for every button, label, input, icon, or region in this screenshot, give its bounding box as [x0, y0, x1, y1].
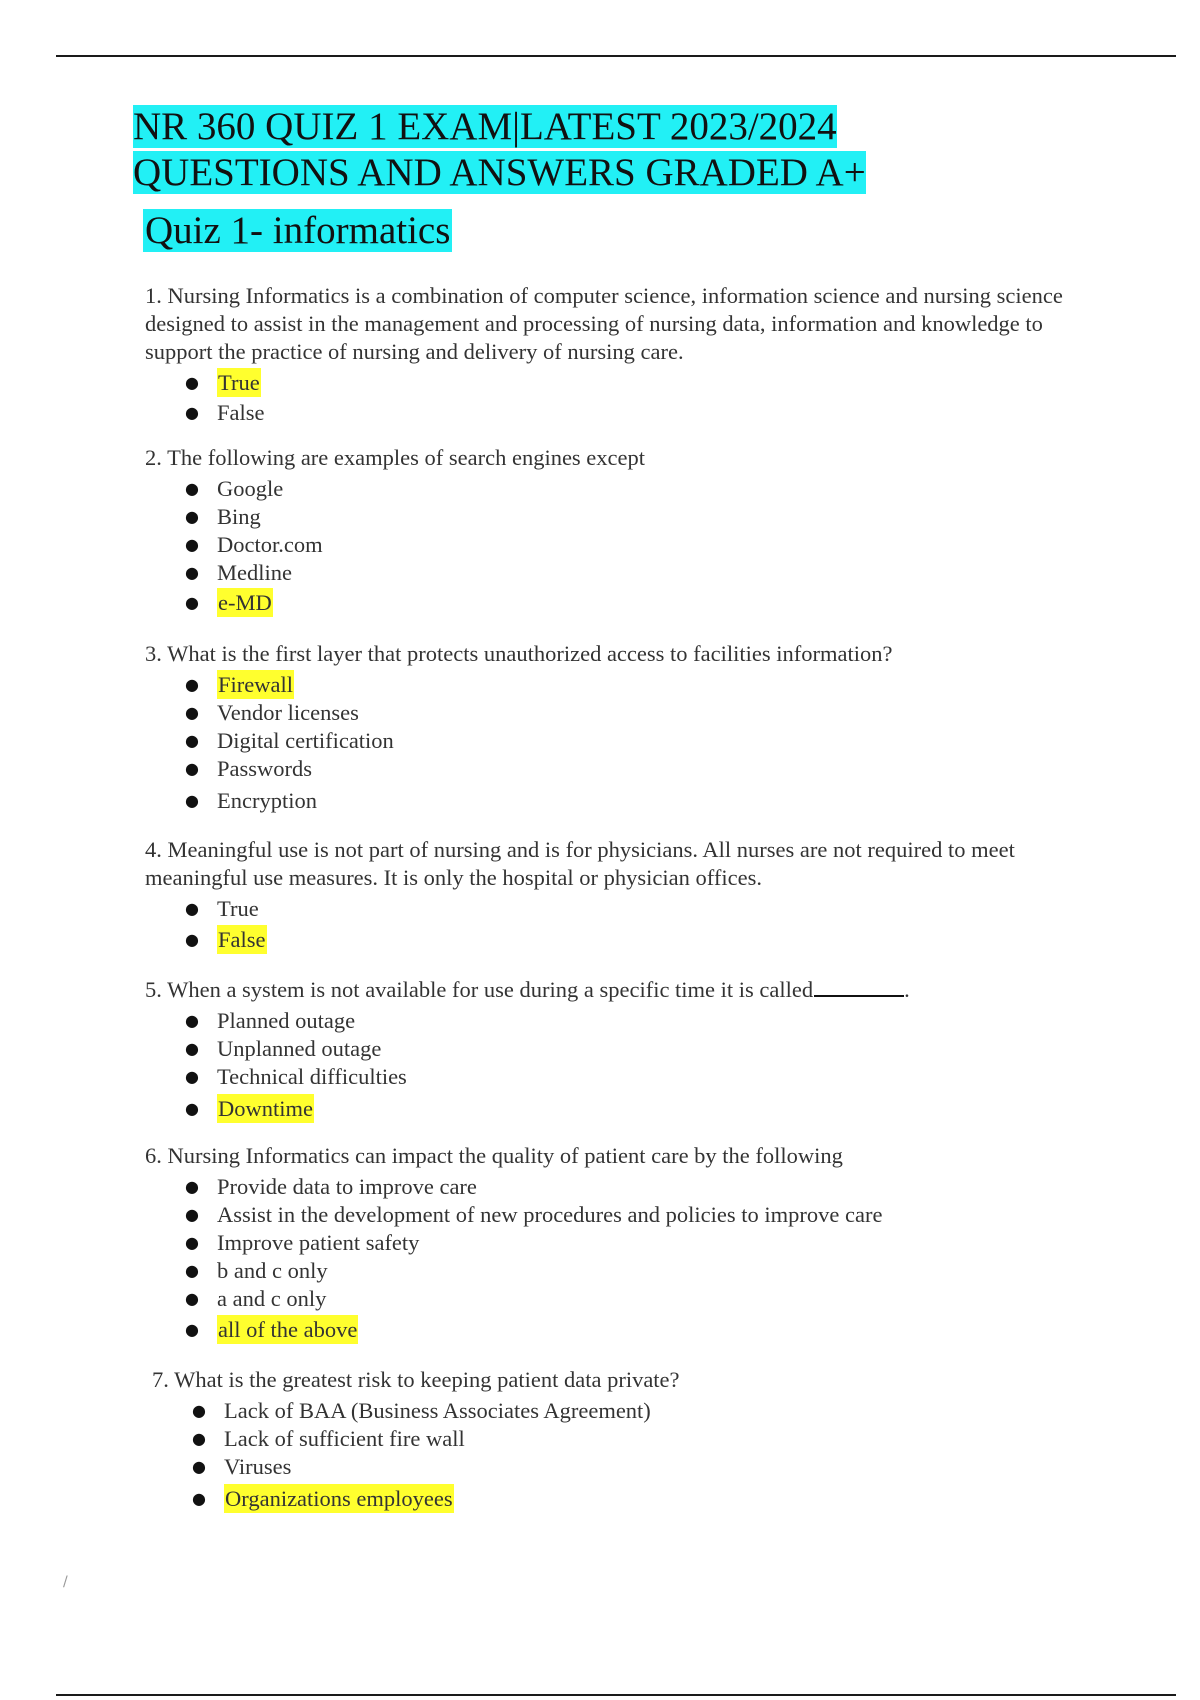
answer-option — [145, 1201, 1095, 1229]
question-text: 6. Nursing Informatics can impact the quality of patient care by the following — [145, 1143, 843, 1168]
question-6 — [145, 1142, 1095, 1344]
answer-option — [152, 1425, 1102, 1453]
bullet-icon: ● — [185, 791, 199, 810]
highlighted-answer: Downtime — [218, 1096, 313, 1121]
question-text: 1. Nursing Informatics is a combination of computer science, information science and nursing science designed to assist in the management and processing of nursing data, information and knowledge to support the practice of nursing and delivery of nursing care. — [145, 283, 1063, 364]
bullet-icon: ● — [185, 1177, 199, 1196]
answer-options — [152, 1397, 1102, 1513]
bullet-icon: ● — [185, 593, 199, 612]
answer-label: Improve patient safety — [217, 1230, 420, 1255]
bullet-icon: ● — [185, 1205, 199, 1224]
answer-option — [145, 1257, 1095, 1285]
answer-label: True — [217, 896, 259, 921]
answer-option — [145, 699, 1095, 727]
answer-option — [145, 531, 1095, 559]
title-line-1: NR 360 QUIZ 1 EXAM|LATEST 2023/2024 — [133, 105, 837, 148]
bullet-icon: ● — [185, 1261, 199, 1280]
highlighted-answer: all of the above — [218, 1317, 358, 1342]
answer-label: Lack of sufficient fire wall — [224, 1426, 465, 1451]
answer-option — [152, 1397, 1102, 1425]
answer-option — [145, 589, 1095, 617]
answer-options — [145, 1173, 1095, 1344]
answer-option — [145, 399, 1095, 427]
bullet-icon: ● — [185, 1039, 199, 1058]
answer-option — [145, 755, 1095, 783]
bullet-icon: ● — [185, 1067, 199, 1086]
answer-label: Doctor.com — [217, 532, 323, 557]
question-7 — [152, 1366, 1102, 1513]
question-2 — [145, 444, 1095, 617]
answer-options — [145, 369, 1095, 427]
bullet-icon: ● — [185, 1011, 199, 1030]
answer-options — [145, 671, 1095, 815]
question-text: 4. Meaningful use is not part of nursing and is for physicians. All nurses are not required to meet meaningful use measures. It is only the hospital or physician offices. — [145, 837, 1015, 890]
answer-option — [145, 1316, 1095, 1344]
document-title — [133, 104, 866, 196]
answer-option — [145, 1007, 1095, 1035]
bullet-icon: ● — [185, 403, 199, 422]
bullet-icon: ● — [185, 899, 199, 918]
answer-blank — [814, 975, 904, 997]
answer-label: Encryption — [217, 788, 317, 813]
answer-option — [145, 1063, 1095, 1091]
footer-rule — [56, 1694, 1176, 1696]
answer-option — [145, 671, 1095, 699]
answer-option — [145, 895, 1095, 923]
bullet-icon: ● — [185, 373, 199, 392]
question-5 — [145, 975, 1095, 1123]
question-text: 7. What is the greatest risk to keeping patient data private? — [152, 1367, 680, 1392]
highlighted-answer: False — [218, 927, 266, 952]
answer-option — [145, 1173, 1095, 1201]
answer-label: Technical difficulties — [217, 1064, 407, 1089]
answer-options — [145, 1007, 1095, 1123]
question-text — [145, 975, 1095, 1004]
answer-label: Lack of BAA (Business Associates Agreement) — [224, 1398, 651, 1423]
bullet-icon: ● — [192, 1489, 206, 1508]
bullet-icon: ● — [185, 1289, 199, 1308]
answer-label: Vendor licenses — [217, 700, 359, 725]
answer-label: a and c only — [217, 1286, 327, 1311]
header-rule — [56, 55, 1176, 57]
answer-options — [145, 475, 1095, 617]
bullet-icon: ● — [185, 563, 199, 582]
answer-option — [145, 369, 1095, 397]
answer-option — [152, 1453, 1102, 1481]
answer-option — [145, 1229, 1095, 1257]
answer-label: Passwords — [217, 756, 313, 781]
quiz-subtitle — [143, 207, 452, 255]
answer-label: Provide data to improve care — [217, 1174, 477, 1199]
question-3 — [145, 640, 1095, 815]
answer-option — [145, 1285, 1095, 1313]
bullet-icon: ● — [185, 479, 199, 498]
bullet-icon: ● — [185, 535, 199, 554]
bullet-icon: ● — [185, 759, 199, 778]
question-text-suffix: . — [904, 977, 910, 1002]
bullet-icon: ● — [185, 1233, 199, 1252]
answer-label: Unplanned outage — [217, 1036, 382, 1061]
answer-label: Bing — [217, 504, 261, 529]
highlighted-answer: Firewall — [218, 672, 293, 697]
bullet-icon: ● — [192, 1429, 206, 1448]
question-1 — [145, 282, 1095, 427]
bullet-icon: ● — [192, 1457, 206, 1476]
answer-option — [152, 1485, 1102, 1513]
title-line-2: QUESTIONS AND ANSWERS GRADED A+ — [133, 151, 866, 194]
answer-option — [145, 787, 1095, 815]
bullet-icon: ● — [192, 1401, 206, 1420]
bullet-icon: ● — [185, 1320, 199, 1339]
answer-option — [145, 503, 1095, 531]
answer-label: Medline — [217, 560, 292, 585]
answer-option — [145, 727, 1095, 755]
answer-label: Viruses — [224, 1454, 292, 1479]
answer-label: Google — [217, 476, 284, 501]
answer-label: b and c only — [217, 1258, 328, 1283]
answer-label: Digital certification — [217, 728, 394, 753]
answer-options — [145, 895, 1095, 954]
bullet-icon: ● — [185, 675, 199, 694]
question-text: 3. What is the first layer that protects unauthorized access to facilities information? — [145, 641, 893, 666]
bullet-icon: ● — [185, 1099, 199, 1118]
answer-option — [145, 559, 1095, 587]
stray-mark: / — [63, 1574, 68, 1590]
answer-option — [145, 475, 1095, 503]
highlighted-answer: Organizations employees — [225, 1486, 453, 1511]
question-text-main: 5. When a system is not available for use during a specific time it is called — [145, 977, 814, 1002]
bullet-icon: ● — [185, 930, 199, 949]
quiz-subtitle-text: Quiz 1- informatics — [145, 209, 451, 252]
answer-option — [145, 1095, 1095, 1123]
answer-label: False — [217, 400, 265, 425]
bullet-icon: ● — [185, 507, 199, 526]
bullet-icon: ● — [185, 703, 199, 722]
answer-label: Planned outage — [217, 1008, 356, 1033]
question-text: 2. The following are examples of search engines except — [145, 445, 646, 470]
answer-label: Assist in the development of new procedures and policies to improve care — [217, 1202, 883, 1227]
highlighted-answer: e-MD — [218, 590, 272, 615]
bullet-icon: ● — [185, 731, 199, 750]
question-4 — [145, 836, 1095, 954]
highlighted-answer: True — [218, 370, 260, 395]
answer-option — [145, 926, 1095, 954]
answer-option — [145, 1035, 1095, 1063]
